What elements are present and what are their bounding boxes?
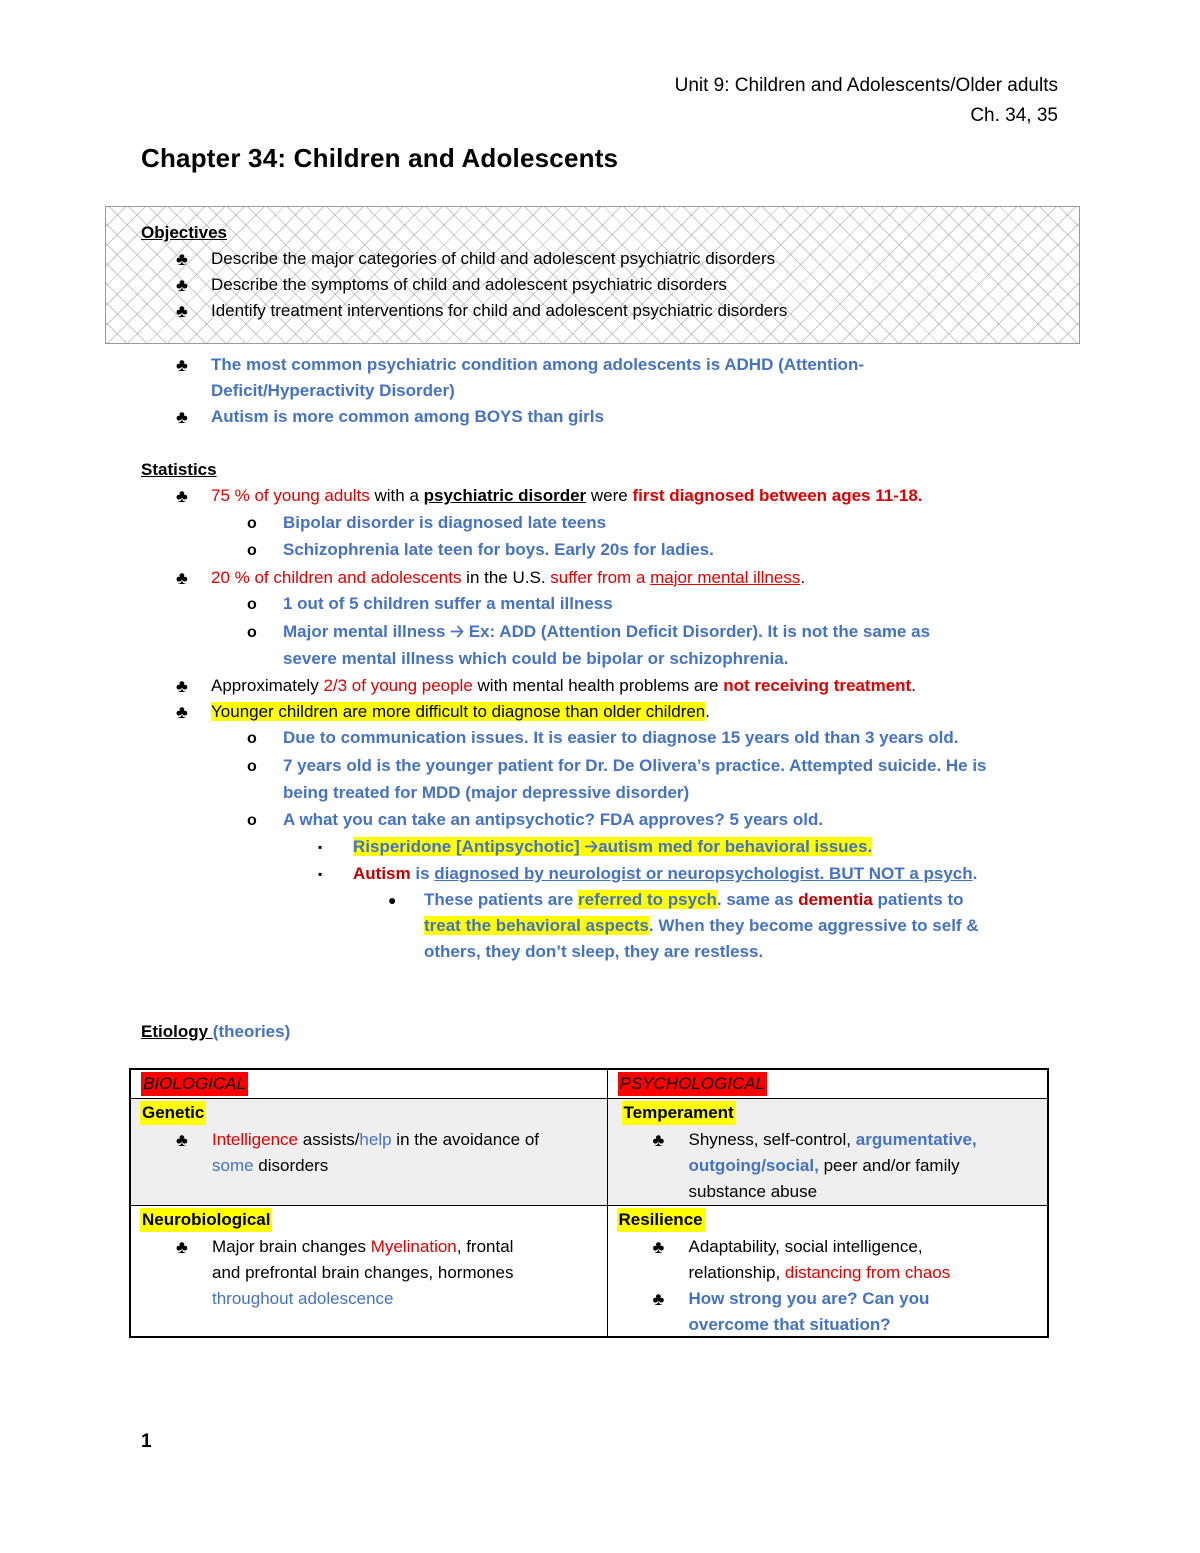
- stat-younger-children: Younger children are more difficult to diagnose than older children.: [211, 702, 710, 721]
- autism-diagnosis: Autism is diagnosed by neurologist or neuropsychologist. BUT NOT a psych.: [353, 864, 978, 883]
- statistics-heading: Statistics: [141, 460, 217, 479]
- temperament-title: Temperament: [622, 1101, 736, 1125]
- club-bullet-icon: ♣: [176, 301, 188, 321]
- header-chapters: Ch. 34, 35: [970, 105, 1058, 126]
- club-bullet-icon: ♣: [176, 249, 188, 269]
- stat-schizophrenia: Schizophrenia late teen for boys. Early 20s for ladies.: [283, 540, 714, 559]
- stat-7-years-old: 7 years old is the younger patient for Dr. De Olivera’s practice. Attempted suicide. He is: [283, 756, 987, 775]
- o-bullet-icon: o: [247, 624, 257, 641]
- intro-adhd-cont: Deficit/Hyperactivity Disorder): [211, 381, 455, 400]
- stat-antipsychotic: A what you can take an antipsychotic? FDA approves? 5 years old.: [283, 810, 824, 829]
- club-bullet-icon: ♣: [176, 1237, 188, 1257]
- stat-two-thirds: Approximately 2/3 of young people with mental health problems are not receiving treatment.: [211, 676, 916, 695]
- referral-note-cont: treat the behavioral aspects. When they become aggressive to self &: [424, 916, 979, 935]
- objective-item: Describe the symptoms of child and adolescent psychiatric disorders: [211, 275, 727, 294]
- club-bullet-icon: ♣: [176, 486, 188, 506]
- biological-header: BIOLOGICAL: [141, 1072, 248, 1096]
- square-bullet-icon: ▪: [318, 867, 323, 881]
- o-bullet-icon: o: [247, 812, 257, 829]
- psychological-header: PSYCHOLOGICAL: [618, 1072, 768, 1096]
- o-bullet-icon: o: [247, 515, 257, 532]
- temperament-line: substance abuse: [688, 1182, 818, 1201]
- o-bullet-icon: o: [247, 730, 257, 747]
- dot-bullet-icon: ●: [388, 892, 397, 908]
- objectives-heading: Objectives: [141, 223, 227, 242]
- o-bullet-icon: o: [247, 596, 257, 613]
- stat-1-of-5: 1 out of 5 children suffer a mental illness: [283, 594, 613, 613]
- objective-item: Describe the major categories of child and adolescent psychiatric disorders: [211, 249, 776, 268]
- club-bullet-icon: ♣: [176, 676, 188, 696]
- resilience-line: Adaptability, social intelligence,: [688, 1237, 923, 1256]
- resilience-line: relationship, distancing from chaos: [688, 1263, 951, 1282]
- table-row: [130, 1206, 1048, 1338]
- neurobiological-line: Major brain changes Myelination, frontal: [212, 1237, 514, 1256]
- resilience-line: overcome that situation?: [688, 1315, 891, 1334]
- club-bullet-icon: ♣: [176, 407, 188, 427]
- risperidone-note: Risperidone [Antipsychotic] 🡢autism med for behavioral issues.: [353, 837, 873, 856]
- stat-7-years-old-cont: being treated for MDD (major depressive disorder): [283, 783, 690, 802]
- table-row: [130, 1099, 1048, 1206]
- stat-major-mental-illness-cont: severe mental illness which could be bipolar or schizophrenia.: [283, 649, 789, 668]
- neurobiological-cell: [131, 1206, 607, 1336]
- referral-note-end: others, they don’t sleep, they are restless.: [424, 942, 764, 961]
- genetic-cell: [131, 1099, 607, 1205]
- club-bullet-icon: ♣: [176, 568, 188, 588]
- club-bullet-icon: ♣: [176, 275, 188, 295]
- club-bullet-icon: ♣: [176, 702, 188, 722]
- stat-communication: Due to communication issues. It is easier to diagnose 15 years old than 3 years old.: [283, 728, 959, 747]
- club-bullet-icon: ♣: [176, 1130, 188, 1150]
- intro-adhd: The most common psychiatric condition among adolescents is ADHD (Attention-: [211, 355, 864, 374]
- stat-major-mental-illness: Major mental illness 🡢 Ex: ADD (Attention Deficit Disorder). It is not the same as: [283, 622, 931, 641]
- arrow-right-icon: 🡢: [450, 622, 465, 641]
- page-number: 1: [141, 1431, 152, 1452]
- resilience-line: How strong you are? Can you: [688, 1289, 930, 1308]
- club-bullet-icon: ♣: [652, 1289, 665, 1309]
- genetic-line: some disorders: [212, 1156, 329, 1175]
- etiology-table: [129, 1068, 1049, 1338]
- stat-75-percent: 75 % of young adults with a psychiatric disorder were first diagnosed between ages 11-18.: [211, 486, 923, 505]
- page-title: Chapter 34: Children and Adolescents: [141, 143, 619, 173]
- etiology-heading: Etiology (theories): [141, 1022, 291, 1041]
- neurobiological-title: Neurobiological: [140, 1208, 272, 1232]
- stat-bipolar: Bipolar disorder is diagnosed late teens: [283, 513, 607, 532]
- temperament-line: outgoing/social, peer and/or family: [688, 1156, 960, 1175]
- referral-note: These patients are referred to psych. same as dementia patients to: [424, 890, 964, 909]
- o-bullet-icon: o: [247, 542, 257, 559]
- club-bullet-icon: ♣: [176, 355, 188, 375]
- table-row: [130, 1069, 1048, 1099]
- o-bullet-icon: o: [247, 758, 257, 775]
- stat-20-percent: 20 % of children and adolescents in the U.S. suffer from a major mental illness.: [211, 568, 806, 587]
- genetic-title: Genetic: [140, 1101, 206, 1125]
- temperament-cell: [608, 1099, 1048, 1205]
- header-unit: Unit 9: Children and Adolescents/Older adults: [674, 75, 1058, 96]
- club-bullet-icon: ♣: [652, 1130, 665, 1150]
- temperament-line: Shyness, self-control, argumentative,: [688, 1130, 977, 1149]
- genetic-line: Intelligence assists/help in the avoidance of: [212, 1130, 540, 1149]
- club-bullet-icon: ♣: [652, 1237, 665, 1257]
- resilience-title: Resilience: [617, 1208, 705, 1232]
- neurobiological-line: throughout adolescence: [212, 1289, 394, 1308]
- square-bullet-icon: ▪: [318, 840, 323, 854]
- objective-item: Identify treatment interventions for child and adolescent psychiatric disorders: [211, 301, 788, 320]
- resilience-cell: [608, 1206, 1048, 1336]
- intro-autism: Autism is more common among BOYS than girls: [211, 407, 604, 426]
- neurobiological-line: and prefrontal brain changes, hormones: [212, 1263, 514, 1282]
